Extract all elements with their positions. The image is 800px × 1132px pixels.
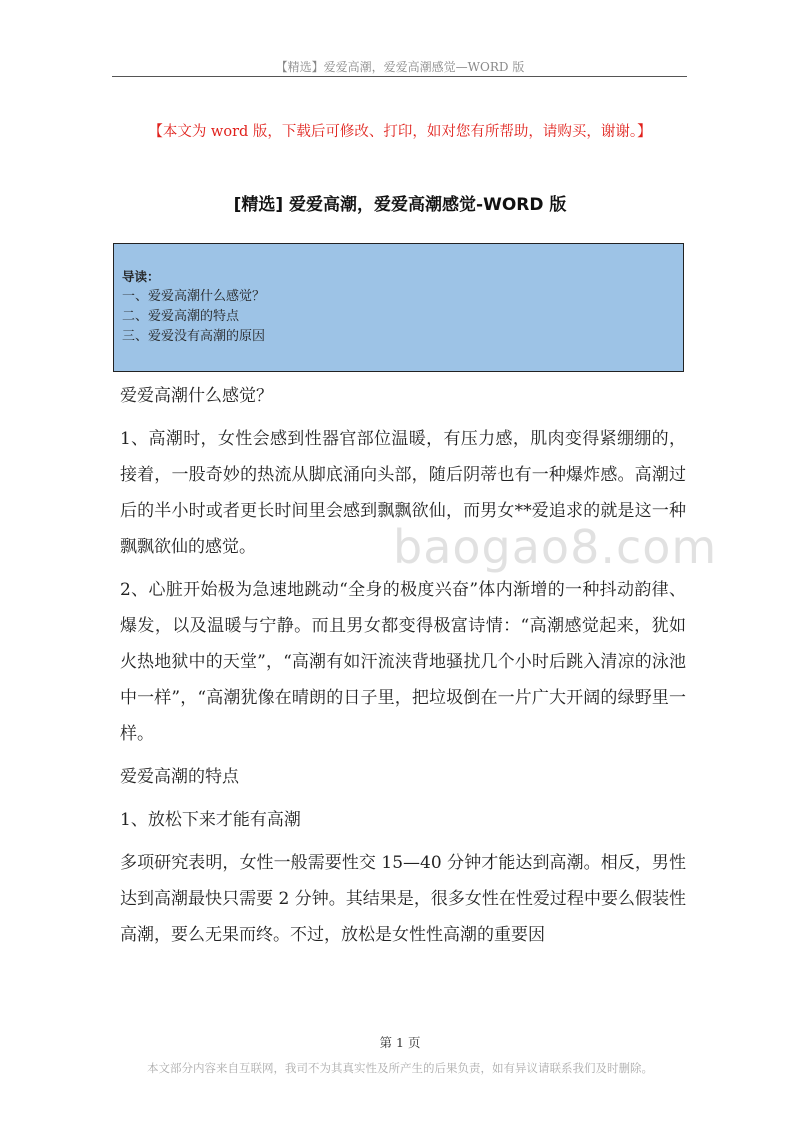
page-number: 第 1 页 — [379, 1035, 421, 1050]
section-heading: 爱爱高潮什么感觉？ — [120, 386, 273, 406]
subsection-heading: 1、放松下来才能有高潮 — [120, 810, 301, 830]
guide-box — [113, 243, 684, 372]
section-heading: 爱爱高潮的特点 — [120, 767, 239, 787]
header-title: 【精选】爱爱高潮，爱爱高潮感觉—WORD 版 — [275, 60, 525, 74]
guide-item: 二、爱爱高潮的特点 — [122, 309, 240, 324]
watermark: baogao8.com — [393, 520, 718, 574]
body-paragraph: 多项研究表明，女性一般需要性交 15—40 分钟才能达到高潮。相反，男性达到高潮最快只需要 2 分钟。其结果是，很多女性在性爱过程中要么假装性高潮，要么无果而终。不过，放松是女性性高潮的重要因 — [120, 853, 686, 945]
body-paragraph: 2、心脏开始极为急速地跳动“全身的极度兴奋”体内渐增的一种抖动韵律、爆发，以及温暖与宁静。而且男女都变得极富诗情：“高潮感觉起来，犹如火热地狱中的天堂”，“高潮有如汗流浃背地骚扰几个小时后跳入清凉的泳池中一样”，“高潮犹像在晴朗的日子里，把垃圾倒在一片广大开阔的绿野里一样。 — [120, 580, 686, 744]
purchase-notice: 【本文为 word 版，下载后可修改、打印，如对您有所帮助，请购买，谢谢。】 — [148, 124, 652, 140]
header-divider — [112, 76, 687, 77]
body-text — [120, 378, 686, 960]
guide-label: 导读： — [122, 269, 160, 284]
body-paragraph: 1、高潮时，女性会感到性器官部位温暖，有压力感，肌肉变得紧绷绷的，接着，一股奇妙的热流从脚底涌向头部，随后阴蒂也有一种爆炸感。高潮过后的半小时或者更长时间里会感到飘飘欲仙，而男女**爱追求的就是这一种飘飘欲仙的感觉。 — [120, 429, 686, 557]
footer-disclaimer: 本文部分内容来自互联网，我司不为其真实性及所产生的后果负责，如有异议请联系我们及时删除。 — [147, 1061, 653, 1075]
document-title: [精选] 爱爱高潮，爱爱高潮感觉-WORD 版 — [233, 195, 567, 215]
guide-item: 三、爱爱没有高潮的原因 — [122, 329, 266, 344]
guide-item: 一、爱爱高潮什么感觉？ — [122, 289, 266, 304]
